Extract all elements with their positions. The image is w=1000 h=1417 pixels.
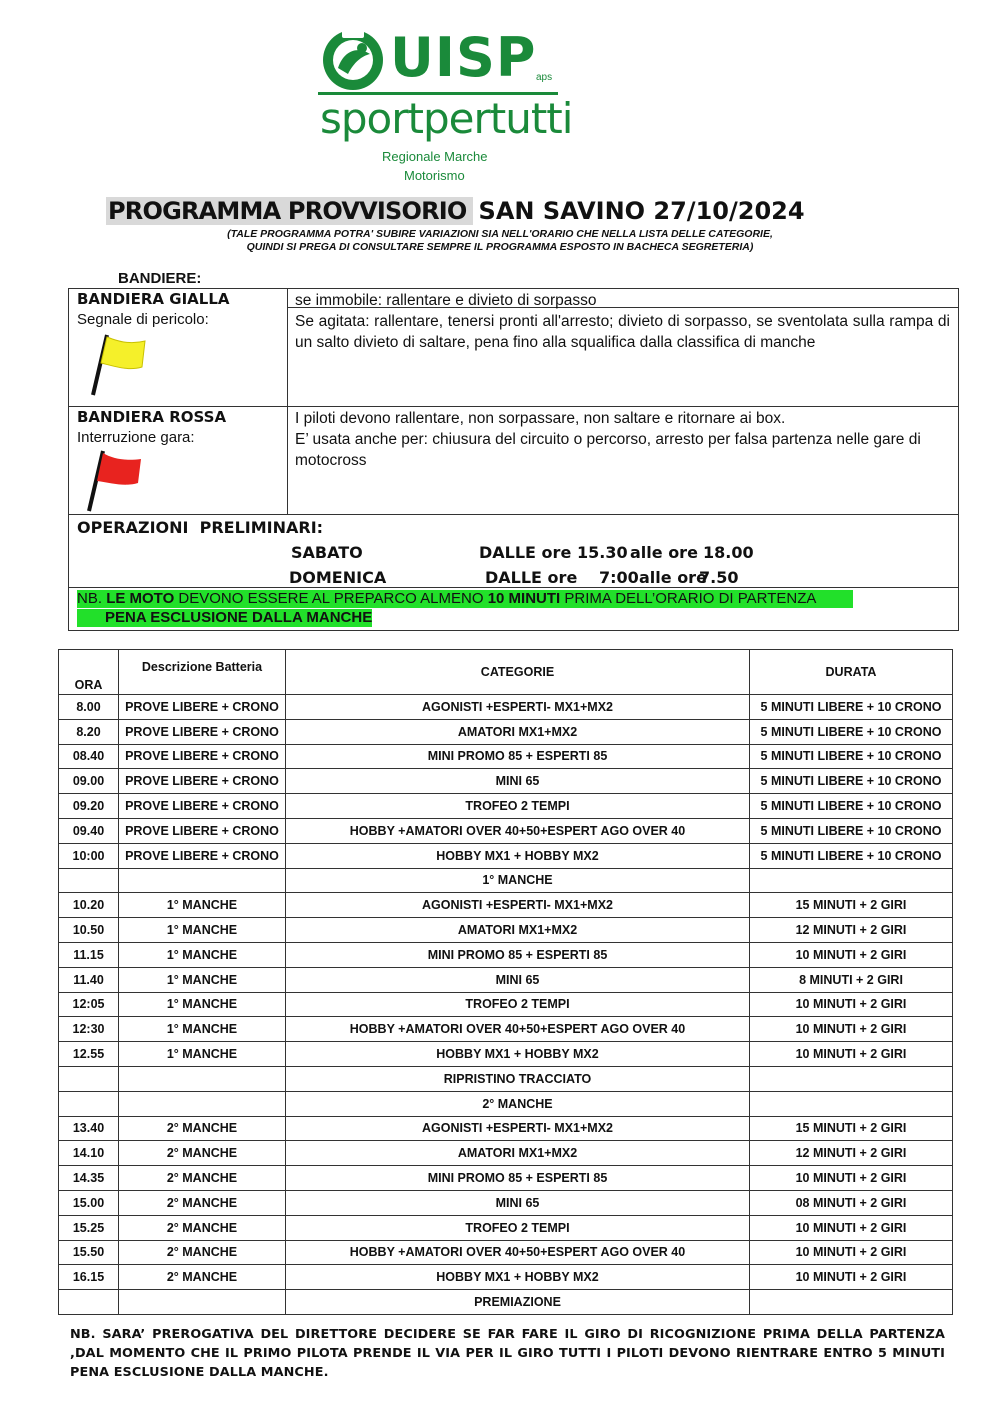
- cell-category: 1° MANCHE: [286, 868, 750, 893]
- cell-category: RIPRISTINO TRACCIATO: [286, 1066, 750, 1091]
- cell-description: [119, 1066, 286, 1091]
- red-flag-rule-2: E’ usata anche per: chiusura del circuito o percorso, arresto per falsa partenza nelle gare di motocross: [295, 431, 921, 469]
- yellow-flag-meaning: Segnale di pericolo:: [77, 311, 209, 328]
- cell-duration: 15 MINUTI + 2 GIRI: [750, 893, 953, 918]
- cell-time: [59, 1290, 119, 1315]
- schedule-row: [59, 744, 953, 769]
- saturday-to-label: alle ore: [630, 543, 698, 562]
- red-flag-icon: [81, 447, 147, 513]
- schedule-row: [59, 1265, 953, 1290]
- cell-description: 2° MANCHE: [119, 1265, 286, 1290]
- cell-duration: 5 MINUTI LIBERE + 10 CRONO: [750, 769, 953, 794]
- cell-category: AGONISTI +ESPERTI- MX1+MX2: [286, 893, 750, 918]
- sunday-from-label: DALLE ore: [485, 568, 578, 587]
- cell-description: PROVE LIBERE + CRONO: [119, 843, 286, 868]
- cell-category: AMATORI MX1+MX2: [286, 918, 750, 943]
- title-highlighted: PROGRAMMA PROVVISORIO: [106, 197, 473, 225]
- cell-duration: 10 MINUTI + 2 GIRI: [750, 1215, 953, 1240]
- sunday-to-time: 7.50: [699, 568, 739, 587]
- cell-category: MINI PROMO 85 + ESPERTI 85: [286, 1166, 750, 1191]
- cell-duration: 5 MINUTI LIBERE + 10 CRONO: [750, 794, 953, 819]
- schedule-row: [59, 1166, 953, 1191]
- header-description: Descrizione Batteria: [119, 650, 286, 695]
- schedule-row: [59, 794, 953, 819]
- cell-duration: 10 MINUTI + 2 GIRI: [750, 1166, 953, 1191]
- schedule-row: [59, 1215, 953, 1240]
- title-event: SAN SAVINO 27/10/2024: [478, 197, 805, 225]
- cell-category: MINI 65: [286, 967, 750, 992]
- cell-category: AGONISTI +ESPERTI- MX1+MX2: [286, 695, 750, 720]
- cell-time: 15.50: [59, 1240, 119, 1265]
- cell-time: 12:30: [59, 1017, 119, 1042]
- cell-description: 2° MANCHE: [119, 1166, 286, 1191]
- schedule-row: [59, 1116, 953, 1141]
- cell-category: TROFEO 2 TEMPI: [286, 992, 750, 1017]
- cell-category: HOBBY MX1 + HOBBY MX2: [286, 843, 750, 868]
- cell-time: 14.10: [59, 1141, 119, 1166]
- schedule-header-row: [59, 650, 953, 695]
- yellow-flag-name: BANDIERA GIALLA: [77, 290, 230, 308]
- yellow-flag-rule-2: Se agitata: rallentare, tenersi pronti all'arresto; divieto di sorpasso, se sventolata sulla rampa di un salto divieto di saltare, pena fino alla squalifica dalla classifica di manche: [295, 313, 950, 351]
- cell-description: PROVE LIBERE + CRONO: [119, 695, 286, 720]
- schedule-row: [59, 1141, 953, 1166]
- cell-time: 15.00: [59, 1190, 119, 1215]
- cell-duration: 10 MINUTI + 2 GIRI: [750, 1017, 953, 1042]
- cell-category: HOBBY +AMATORI OVER 40+50+ESPERT AGO OVER 40: [286, 1017, 750, 1042]
- cell-duration: 12 MINUTI + 2 GIRI: [750, 918, 953, 943]
- header-time: ORA: [59, 650, 119, 695]
- cell-duration: 8 MINUTI + 2 GIRI: [750, 967, 953, 992]
- cell-time: 11.15: [59, 942, 119, 967]
- yellow-flag-icon: [85, 331, 149, 397]
- cell-description: 2° MANCHE: [119, 1215, 286, 1240]
- saturday-from-time: 15.30: [577, 543, 628, 562]
- cell-category: MINI 65: [286, 769, 750, 794]
- schedule-row: [59, 695, 953, 720]
- cell-time: 16.15: [59, 1265, 119, 1290]
- cell-duration: [750, 1290, 953, 1315]
- preliminary-title: OPERAZIONI PRELIMINARI:: [77, 518, 324, 537]
- schedule-row: [59, 843, 953, 868]
- red-flag-meaning: Interruzione gara:: [77, 429, 195, 446]
- schedule-row: [59, 1017, 953, 1042]
- cell-duration: 15 MINUTI + 2 GIRI: [750, 1116, 953, 1141]
- schedule-row: [59, 1091, 953, 1116]
- disclaimer: [120, 228, 880, 254]
- cell-duration: 5 MINUTI LIBERE + 10 CRONO: [750, 818, 953, 843]
- logo-brand: UISP: [390, 26, 537, 89]
- divider: [287, 289, 288, 514]
- cell-description: PROVE LIBERE + CRONO: [119, 794, 286, 819]
- schedule-row: [59, 719, 953, 744]
- cell-category: MINI 65: [286, 1190, 750, 1215]
- cell-time: 09.00: [59, 769, 119, 794]
- cell-duration: 10 MINUTI + 2 GIRI: [750, 942, 953, 967]
- schedule-row: [59, 918, 953, 943]
- preparco-note: NB. LE MOTO DEVONO ESSERE AL PREPARCO ALMENO 10 MINUTI PRIMA DELL’ORARIO DI PARTENZA: [77, 590, 853, 608]
- cell-description: PROVE LIBERE + CRONO: [119, 744, 286, 769]
- uisp-logo: [318, 26, 573, 186]
- cell-description: 1° MANCHE: [119, 992, 286, 1017]
- cell-time: [59, 1066, 119, 1091]
- cell-category: MINI PROMO 85 + ESPERTI 85: [286, 942, 750, 967]
- cell-duration: 5 MINUTI LIBERE + 10 CRONO: [750, 695, 953, 720]
- cell-time: 09.40: [59, 818, 119, 843]
- schedule-row: [59, 1290, 953, 1315]
- cell-description: 2° MANCHE: [119, 1116, 286, 1141]
- cell-time: 11.40: [59, 967, 119, 992]
- schedule-row: [59, 868, 953, 893]
- cell-description: 1° MANCHE: [119, 918, 286, 943]
- cell-duration: [750, 868, 953, 893]
- cell-duration: [750, 1091, 953, 1116]
- cell-time: 14.35: [59, 1166, 119, 1191]
- sunday-from-time: 7:00: [599, 568, 639, 587]
- divider: [69, 406, 958, 407]
- cell-description: 1° MANCHE: [119, 893, 286, 918]
- cell-description: 1° MANCHE: [119, 967, 286, 992]
- cell-time: [59, 868, 119, 893]
- schedule-row: [59, 967, 953, 992]
- cell-time: 13.40: [59, 1116, 119, 1141]
- cell-duration: 08 MINUTI + 2 GIRI: [750, 1190, 953, 1215]
- logo-tagline: sportpertutti: [320, 94, 573, 143]
- cell-category: TROFEO 2 TEMPI: [286, 1215, 750, 1240]
- saturday-label: SABATO: [291, 543, 363, 562]
- cell-description: [119, 1290, 286, 1315]
- schedule-row: [59, 893, 953, 918]
- flags-table: [68, 288, 959, 631]
- cell-category: AGONISTI +ESPERTI- MX1+MX2: [286, 1116, 750, 1141]
- schedule-row: [59, 818, 953, 843]
- cell-duration: 10 MINUTI + 2 GIRI: [750, 1042, 953, 1067]
- disclaimer-line-2: QUINDI SI PREGA DI CONSULTARE SEMPRE IL PROGRAMMA ESPOSTO IN BACHECA SEGRETERIA): [246, 241, 754, 253]
- saturday-to-time: 18.00: [703, 543, 754, 562]
- cell-time: 8.00: [59, 695, 119, 720]
- cell-description: PROVE LIBERE + CRONO: [119, 769, 286, 794]
- flags-section-label: BANDIERE:: [118, 270, 202, 287]
- schedule-table: [58, 649, 953, 1315]
- sunday-label: DOMENICA: [289, 568, 387, 587]
- cell-description: PROVE LIBERE + CRONO: [119, 719, 286, 744]
- schedule-row: [59, 1240, 953, 1265]
- cell-category: TROFEO 2 TEMPI: [286, 794, 750, 819]
- cell-time: 10.50: [59, 918, 119, 943]
- disclaimer-line-1: (TALE PROGRAMMA POTRA' SUBIRE VARIAZIONI SIA NELL'ORARIO CHE NELLA LISTA DELLE CATEGORIE,: [227, 228, 773, 240]
- sunday-to-label: alle ore: [639, 568, 707, 587]
- cell-time: 8.20: [59, 719, 119, 744]
- cell-time: 10.20: [59, 893, 119, 918]
- cell-description: 1° MANCHE: [119, 942, 286, 967]
- divider: [69, 514, 958, 515]
- logo-suffix: aps: [536, 72, 553, 83]
- schedule-row: [59, 1042, 953, 1067]
- cell-duration: [750, 1066, 953, 1091]
- footer-note: NB. SARA’ PREROGATIVA DEL DIRETTORE DECIDERE SE FAR FARE IL GIRO DI RICOGNIZIONE PRIMA DELLA PARTENZA ,DAL MOMENTO CHE IL PRIMO PILOTA PRENDE IL VIA PER IL GIRO TUTTI I PILOTI DEVONO RIENTRARE ENTRO 5 MINUTI PENA ESCLUSIONE DALLA MANCHE.: [70, 1327, 945, 1380]
- logo-region: Regionale Marche: [382, 149, 488, 164]
- red-flag-name: BANDIERA ROSSA: [77, 408, 227, 426]
- logo-section: Motorismo: [404, 168, 465, 183]
- cell-category: MINI PROMO 85 + ESPERTI 85: [286, 744, 750, 769]
- saturday-from-label: DALLE ore: [479, 543, 572, 562]
- schedule-row: [59, 769, 953, 794]
- cell-description: 1° MANCHE: [119, 1042, 286, 1067]
- cell-category: AMATORI MX1+MX2: [286, 719, 750, 744]
- cell-category: 2° MANCHE: [286, 1091, 750, 1116]
- cell-description: [119, 1091, 286, 1116]
- page-title: [106, 195, 805, 227]
- cell-category: AMATORI MX1+MX2: [286, 1141, 750, 1166]
- cell-duration: 5 MINUTI LIBERE + 10 CRONO: [750, 843, 953, 868]
- schedule-row: [59, 942, 953, 967]
- cell-category: PREMIAZIONE: [286, 1290, 750, 1315]
- cell-time: 15.25: [59, 1215, 119, 1240]
- cell-time: 12.55: [59, 1042, 119, 1067]
- cell-duration: 5 MINUTI LIBERE + 10 CRONO: [750, 719, 953, 744]
- cell-category: HOBBY MX1 + HOBBY MX2: [286, 1042, 750, 1067]
- cell-description: [119, 868, 286, 893]
- cell-time: 12:05: [59, 992, 119, 1017]
- header-categories: CATEGORIE: [286, 650, 750, 695]
- cell-time: 08.40: [59, 744, 119, 769]
- red-flag-rule-1: I piloti devono rallentare, non sorpassare, non saltare e ritornare ai box.: [295, 410, 786, 427]
- schedule-row: [59, 1190, 953, 1215]
- cell-time: 09.20: [59, 794, 119, 819]
- cell-duration: 10 MINUTI + 2 GIRI: [750, 992, 953, 1017]
- cell-time: 10:00: [59, 843, 119, 868]
- cell-category: HOBBY +AMATORI OVER 40+50+ESPERT AGO OVER 40: [286, 818, 750, 843]
- cell-description: PROVE LIBERE + CRONO: [119, 818, 286, 843]
- cell-description: 2° MANCHE: [119, 1240, 286, 1265]
- cell-duration: 12 MINUTI + 2 GIRI: [750, 1141, 953, 1166]
- cell-description: 2° MANCHE: [119, 1190, 286, 1215]
- cell-category: HOBBY +AMATORI OVER 40+50+ESPERT AGO OVER 40: [286, 1240, 750, 1265]
- cell-time: [59, 1091, 119, 1116]
- yellow-flag-rule-1: se immobile: rallentare e divieto di sorpasso: [295, 292, 597, 309]
- schedule-row: [59, 992, 953, 1017]
- uisp-emblem-icon: [318, 28, 388, 92]
- cell-description: 1° MANCHE: [119, 1017, 286, 1042]
- schedule-row: [59, 1066, 953, 1091]
- cell-duration: 10 MINUTI + 2 GIRI: [750, 1240, 953, 1265]
- cell-duration: 10 MINUTI + 2 GIRI: [750, 1265, 953, 1290]
- cell-category: HOBBY MX1 + HOBBY MX2: [286, 1265, 750, 1290]
- divider: [69, 587, 958, 588]
- preparco-note-penalty: PENA ESCLUSIONE DALLA MANCHE: [77, 609, 372, 627]
- cell-duration: 5 MINUTI LIBERE + 10 CRONO: [750, 744, 953, 769]
- header-duration: DURATA: [750, 650, 953, 695]
- cell-description: 2° MANCHE: [119, 1141, 286, 1166]
